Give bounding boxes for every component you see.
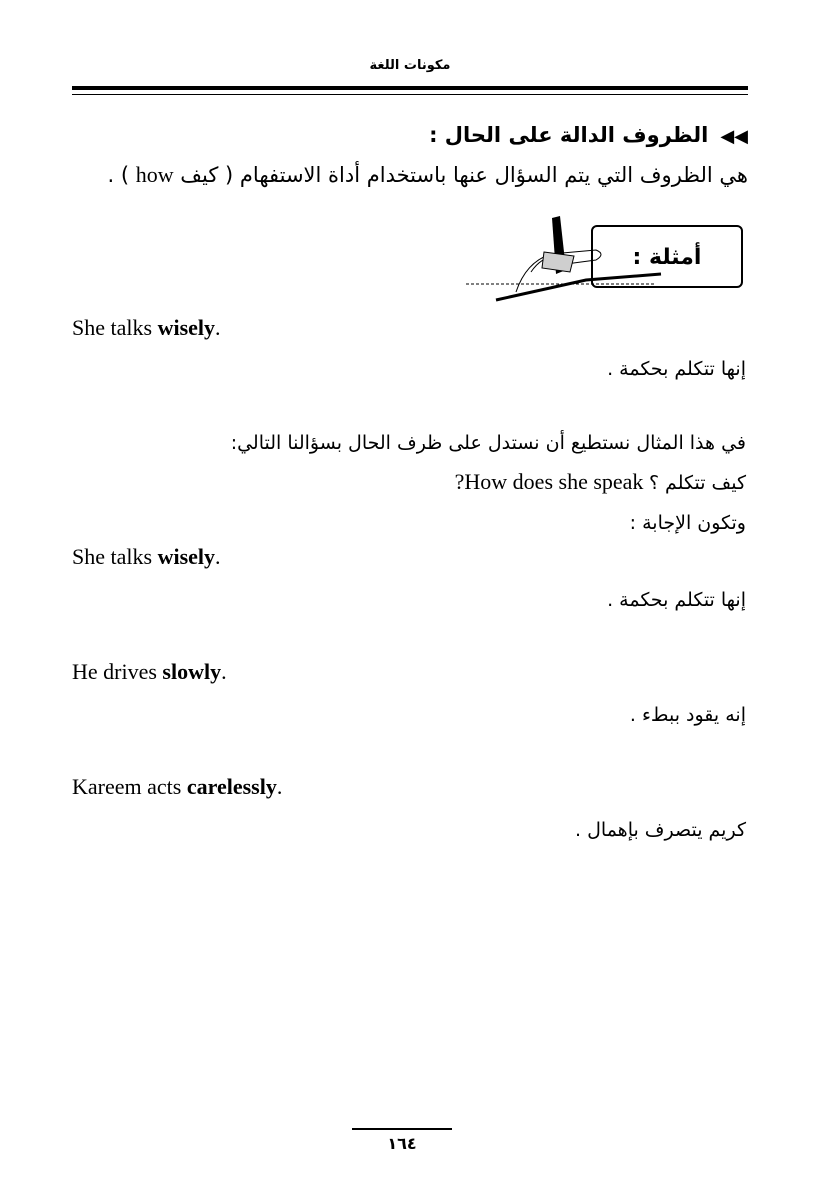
example-4-arabic: كريم يتصرف بإهمال . (575, 819, 746, 841)
question-english: How does she speak? (454, 469, 644, 494)
explanation-question (455, 467, 746, 498)
definition-line (48, 158, 748, 192)
explanation-line-1: في هذا المثال نستطيع أن نستدل على ظرف الحال بسؤالنا التالي: (230, 432, 746, 454)
double-left-arrow-icon: ◀◀ (720, 126, 748, 147)
example-1-english: She talks wisely. (72, 315, 221, 340)
page-header-title: مكونات اللغة (369, 58, 451, 73)
header-rule-thin (72, 94, 748, 95)
example-2-english: She talks wisely. (72, 544, 221, 569)
example-2-arabic: إنها تتكلم بحكمة . (607, 589, 746, 611)
page-number: ١٦٤ (387, 1134, 417, 1153)
header-rule-thick (72, 86, 748, 90)
footer-rule (352, 1128, 452, 1130)
explanation-line-3: وتكون الإجابة : (629, 512, 746, 534)
definition-end: ) . (107, 163, 130, 187)
section-heading-text: الظروف الدالة على الحال : (429, 123, 709, 147)
examples-label-box: أمثلة : (591, 225, 743, 288)
definition-english-term: how (135, 162, 174, 187)
example-3-arabic: إنه يقود ببطء . (629, 704, 746, 726)
definition-arabic: هي الظروف التي يتم السؤال عنها باستخدام أداة الاستفهام ( كيف (180, 163, 748, 187)
question-arabic: كيف تتكلم ؟ (648, 472, 746, 494)
example-1-arabic: إنها تتكلم بحكمة . (607, 358, 746, 380)
example-3-english: He drives slowly. (72, 659, 227, 684)
example-4-english: Kareem acts carelessly. (72, 774, 283, 799)
section-heading (72, 118, 748, 152)
